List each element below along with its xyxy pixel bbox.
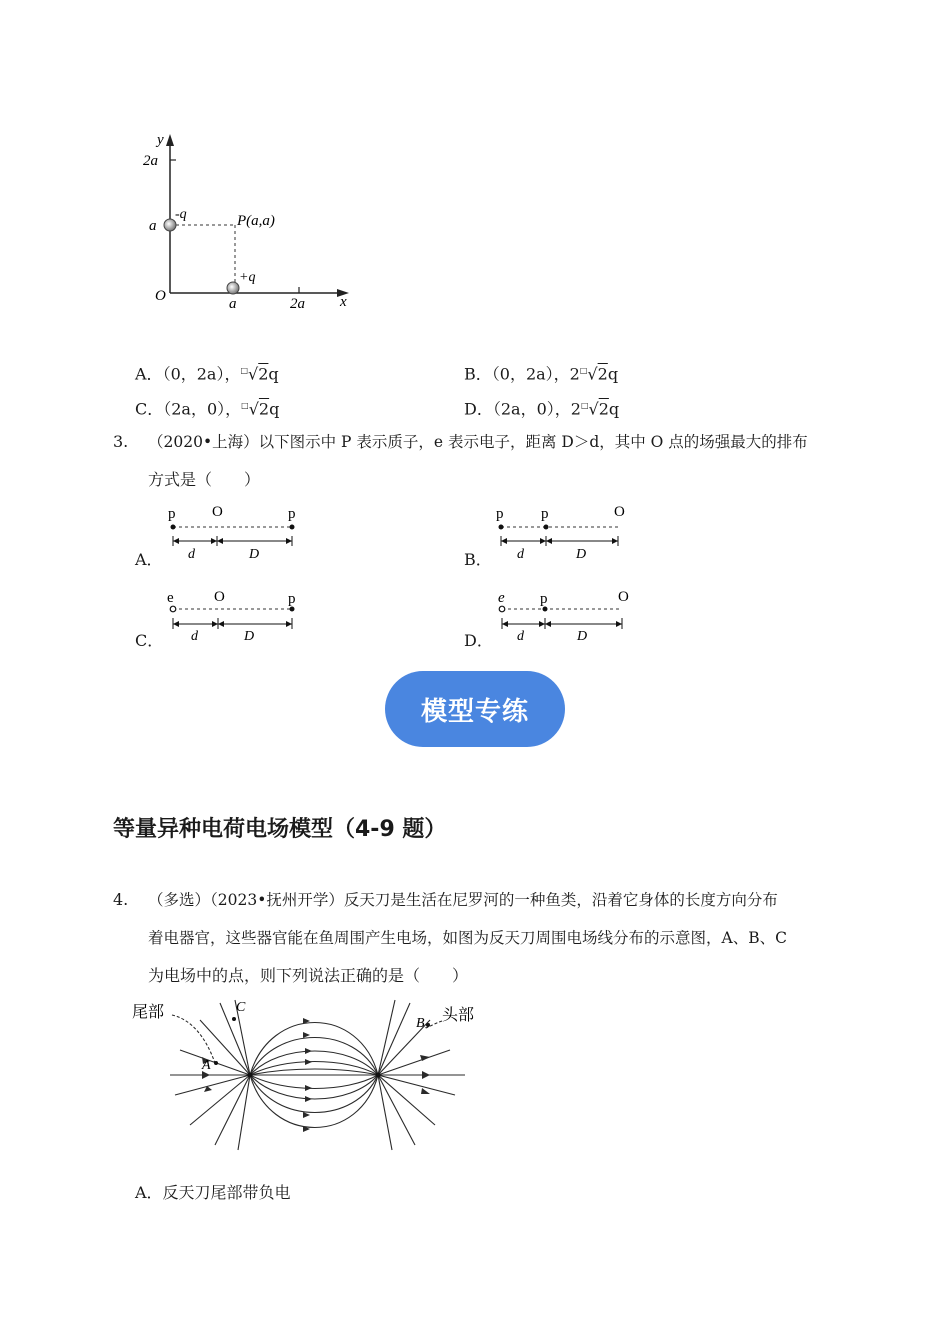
q2-option-a[interactable]: A．（0，2a），□√2q xyxy=(135,364,279,384)
point-b-label: B xyxy=(416,1016,425,1031)
root-icon: √ xyxy=(588,399,599,419)
a-label-3: p xyxy=(288,506,296,522)
q2-option-b[interactable]: B．（0，2a），2□√2q xyxy=(464,364,619,384)
q3-option-c-letter[interactable]: C． xyxy=(135,631,164,650)
c-label-3: p xyxy=(288,591,296,607)
q3-option-c-figure[interactable] xyxy=(164,585,304,650)
b-label-3: O xyxy=(614,504,625,520)
point-a-label: A xyxy=(202,1058,211,1073)
x-a-label: a xyxy=(229,296,237,312)
neg-charge-label: -q xyxy=(175,207,187,222)
d-label-2: p xyxy=(540,591,548,607)
a-label-2: O xyxy=(212,504,223,520)
q4-option-a[interactable]: A．反天刀尾部带负电 xyxy=(135,1183,291,1202)
point-p-label: P(a,a) xyxy=(237,213,275,229)
electric-field-figure xyxy=(130,995,490,1155)
root-icon: √ xyxy=(587,364,598,384)
root-index: □ xyxy=(580,401,589,410)
q4-stem-line1: （多选）（2023•抚州开学）反天刀是生活在尼罗河的一种鱼类，沿着它身体的长度方向分布 xyxy=(148,891,778,909)
q3-option-a-letter[interactable]: A． xyxy=(135,550,163,569)
svg-text:d: d xyxy=(191,629,198,644)
pos-charge-ball xyxy=(227,282,239,294)
q4-stem-line3: 为电场中的点，则下列说法正确的是（ ） xyxy=(148,966,469,985)
c-label-1: e xyxy=(167,590,174,606)
svg-text:D: D xyxy=(576,547,587,562)
svg-text:D: D xyxy=(244,629,255,644)
origin-label: O xyxy=(155,288,166,304)
y-axis-arrow-icon xyxy=(166,134,174,146)
point-c-label: C xyxy=(236,1000,246,1015)
b-label-2: p xyxy=(541,506,549,522)
b-label-1: p xyxy=(496,506,504,522)
svg-text:d: d xyxy=(188,547,195,562)
coordinate-figure xyxy=(135,128,365,313)
q2-option-d[interactable]: D．（2a，0），2□√2q xyxy=(464,399,620,419)
x-axis-label: x xyxy=(340,294,347,310)
q3-option-d-letter[interactable]: D． xyxy=(464,631,493,650)
root-icon: √ xyxy=(248,364,259,384)
y-axis-label: y xyxy=(157,132,164,148)
c-label-2: O xyxy=(214,589,225,605)
q3-option-b-letter[interactable]: B． xyxy=(464,550,492,569)
d-label-1: e xyxy=(498,590,505,606)
head-label: 头部 xyxy=(442,1007,475,1024)
x-2a-label: 2a xyxy=(290,296,305,312)
root-icon: √ xyxy=(248,399,259,419)
q3-number: 3. xyxy=(113,432,129,451)
q3-stem-line1: （2020•上海）以下图示中 P 表示质子，e 表示电子，距离 D＞d，其中 O 点的场强最大的排布 xyxy=(148,433,808,451)
a-label-1: p xyxy=(168,506,176,522)
q4-number: 4. xyxy=(113,890,129,909)
model-practice-badge: 模型专练 xyxy=(385,671,565,747)
svg-text:d: d xyxy=(517,629,524,644)
q2-option-c[interactable]: C．（2a，0），□√2q xyxy=(135,399,280,419)
q3-option-d-figure[interactable] xyxy=(492,585,637,650)
root-index: □ xyxy=(240,366,249,375)
root-index: □ xyxy=(579,366,588,375)
y-a-label: a xyxy=(149,218,157,234)
root-index: □ xyxy=(241,401,249,410)
q3-stem-line2: 方式是（ ） xyxy=(148,470,261,489)
pos-charge-label: +q xyxy=(239,270,256,285)
q3-option-b-figure[interactable] xyxy=(490,500,635,565)
svg-text:D: D xyxy=(577,629,588,644)
tail-label: 尾部 xyxy=(132,1004,165,1021)
section-title: 等量异种电荷电场模型（4-9 题） xyxy=(113,817,447,842)
q3-option-a-figure[interactable] xyxy=(164,500,304,565)
svg-text:D: D xyxy=(249,547,260,562)
svg-text:d: d xyxy=(517,547,524,562)
d-label-3: O xyxy=(618,589,629,605)
q4-stem-line2: 着电器官，这些器官能在鱼周围产生电场，如图为反天刀周围电场线分布的示意图，A、B、C xyxy=(148,929,787,947)
y-2a-label: 2a xyxy=(143,153,158,169)
